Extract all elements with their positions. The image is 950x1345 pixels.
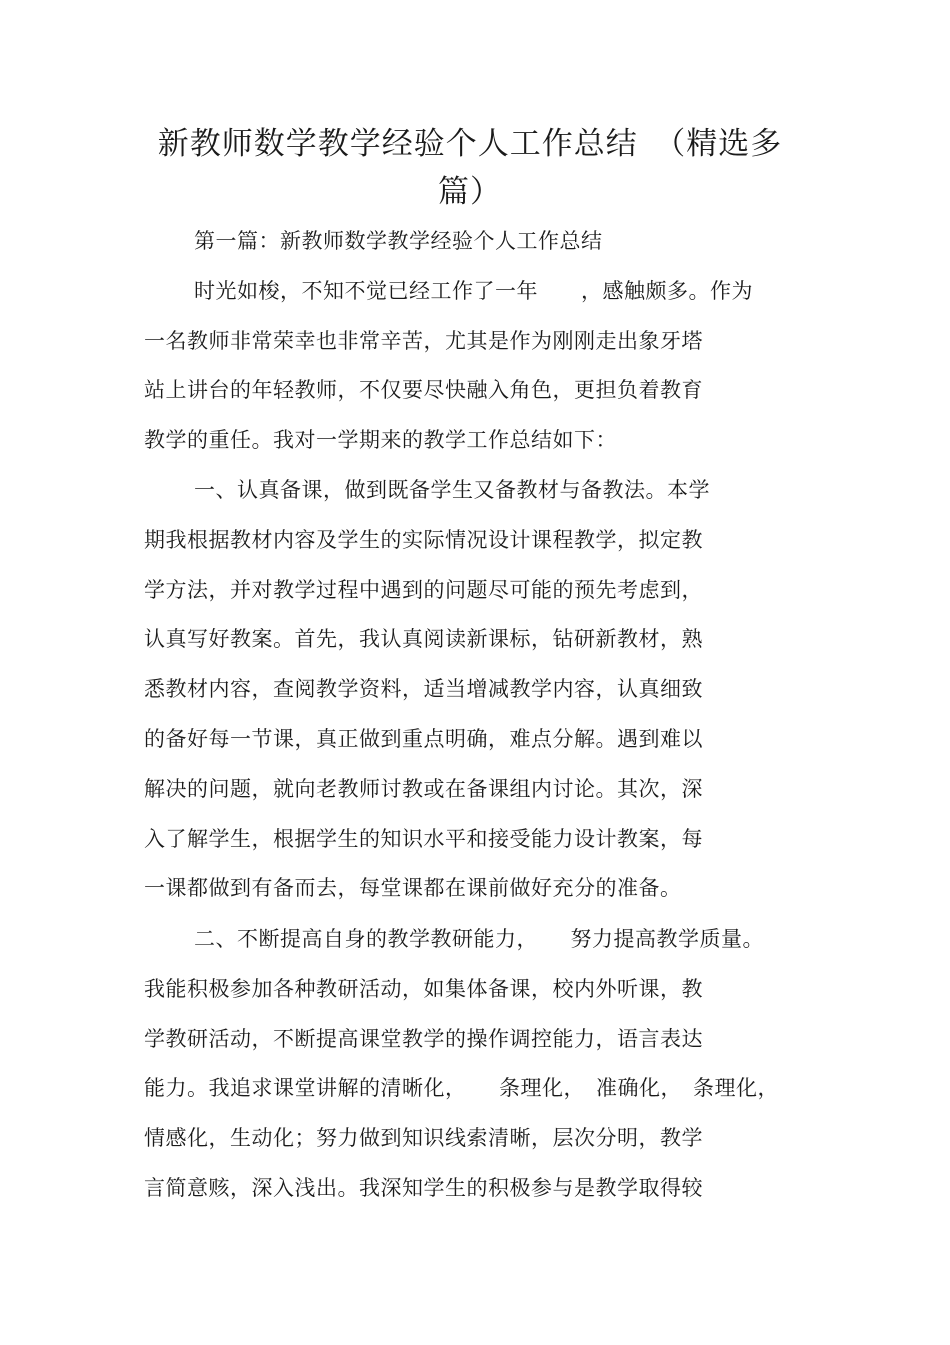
paragraph-line: 教学的重任。我对一学期来的教学工作总结如下： <box>144 428 617 452</box>
paragraph-line: 时光如梭，不知不觉已经工作了一年 ，感触颇多。作为 <box>194 279 753 303</box>
paragraph-line: 言简意赅，深入浅出。我深知学生的积极参与是教学取得较 <box>144 1176 703 1200</box>
paragraph-line: 一名教师非常荣幸也非常辛苦，尤其是作为刚刚走出象牙塔 <box>144 329 703 353</box>
paragraph-line: 的备好每一节课，真正做到重点明确，难点分解。遇到难以 <box>144 727 703 751</box>
paragraph-line: 学方法，并对教学过程中遇到的问题尽可能的预先考虑到， <box>144 578 703 602</box>
paragraph-line: 悉教材内容，查阅教学资料，适当增减教学内容，认真细致 <box>144 677 703 701</box>
paragraph-line: 期我根据教材内容及学生的实际情况设计课程教学，拟定教 <box>144 528 703 552</box>
paragraph-line: 能力。我追求课堂讲解的清晰化， 条理化， 准确化， 条理化， <box>144 1076 779 1100</box>
paragraph-line: 学教研活动，不断提高课堂教学的操作调控能力，语言表达 <box>144 1027 703 1051</box>
paragraph-line: 二、不断提高自身的教学教研能力， 努力提高教学质量。 <box>194 927 764 951</box>
paragraph-line: 情感化，生动化；努力做到知识线索清晰，层次分明，教学 <box>144 1126 703 1150</box>
paragraph-line: 认真写好教案。首先，我认真阅读新课标，钻研新教材，熟 <box>144 627 703 651</box>
paragraph-line: 我能积极参加各种教研活动，如集体备课，校内外听课，教 <box>144 977 703 1001</box>
paragraph-line: 解决的问题，就向老教师讨教或在备课组内讨论。其次，深 <box>144 777 703 801</box>
paragraph-line: 站上讲台的年轻教师，不仅要尽快融入角色，更担负着教育 <box>144 378 703 402</box>
section-heading: 第一篇：新教师数学教学经验个人工作总结 <box>194 229 603 253</box>
paragraph-line: 一课都做到有备而去，每堂课都在课前做好充分的准备。 <box>144 876 682 900</box>
paragraph-line: 入了解学生，根据学生的知识水平和接受能力设计教案，每 <box>144 827 703 851</box>
document-title-line-1: 新教师数学教学经验个人工作总结 （精选多 <box>157 126 783 162</box>
paragraph-line: 一、认真备课，做到既备学生又备教材与备教法。本学 <box>194 478 710 502</box>
document-title-line-2: 篇） <box>438 174 502 210</box>
